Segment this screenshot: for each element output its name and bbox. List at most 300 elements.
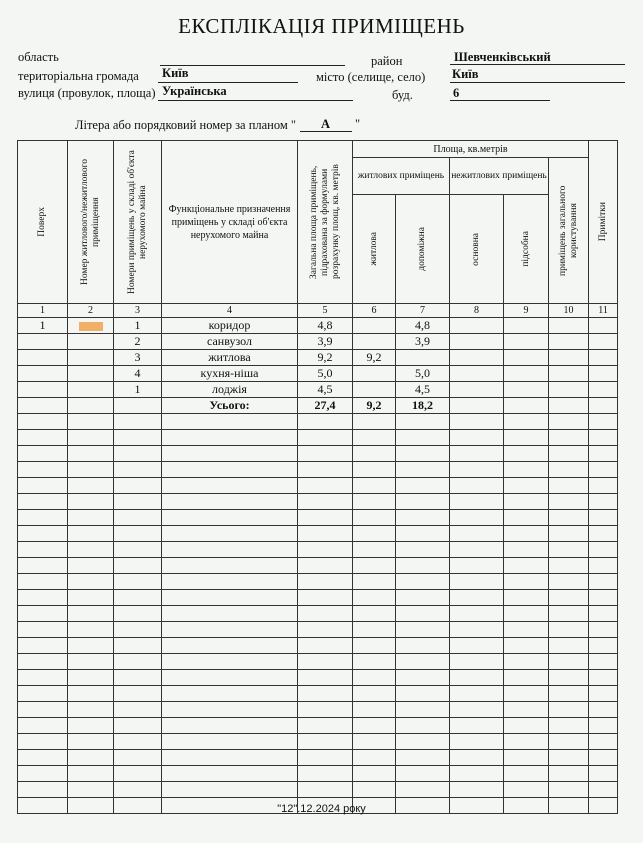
rayon-label: район (371, 54, 403, 68)
cell-empty (18, 622, 68, 638)
header-ploshcha-group: Площа, кв.метрів (353, 141, 589, 158)
cell-empty (68, 574, 114, 590)
cell-empty (450, 686, 504, 702)
cell-empty (589, 510, 618, 526)
cell-empty (589, 702, 618, 718)
cell-empty (114, 558, 162, 574)
cell-empty (589, 766, 618, 782)
cell-empty (68, 398, 114, 414)
empty-row (18, 782, 618, 798)
cell-empty (450, 782, 504, 798)
cell-empty (589, 366, 618, 382)
empty-row (18, 766, 618, 782)
empty-row (18, 574, 618, 590)
cell-empty (549, 526, 589, 542)
cell-empty (298, 558, 353, 574)
cell-empty (504, 414, 549, 430)
cell-nomer (68, 382, 114, 398)
cell-empty (504, 366, 549, 382)
header-prymitky: Примітки (589, 141, 618, 304)
cell-empty (589, 750, 618, 766)
cell-empty (162, 622, 298, 638)
header-nezhytlovykh-group: нежитлових приміщень (450, 158, 549, 195)
cell-empty (589, 414, 618, 430)
cell-empty (68, 446, 114, 462)
cell-empty (450, 414, 504, 430)
header-nomery-prymishchen: Номери приміщень у складі об'єкта нерухомого майна (114, 141, 162, 304)
col-number: 6 (353, 304, 396, 318)
header-pidsobna: підсобна (504, 195, 549, 304)
cell-empty (589, 398, 618, 414)
cell-empty (162, 782, 298, 798)
table-row (18, 382, 618, 398)
cell-name: лоджія (162, 382, 298, 398)
cell-poverkh (18, 350, 68, 366)
cell-empty (589, 526, 618, 542)
cell-empty (450, 638, 504, 654)
cell-empty (68, 654, 114, 670)
oblast-label: область (18, 50, 59, 64)
cell-empty (549, 414, 589, 430)
cell-empty (298, 414, 353, 430)
cell-name: коридор (162, 318, 298, 334)
litera-label: Літера або порядковий номер за планом " (75, 118, 297, 132)
vulytsia-underline (158, 100, 353, 101)
cell-empty (114, 734, 162, 750)
cell-empty (549, 574, 589, 590)
cell-name: кухня-ніша (162, 366, 298, 382)
cell-empty (549, 382, 589, 398)
cell-empty (450, 542, 504, 558)
cell-empty (549, 590, 589, 606)
cell-empty (504, 654, 549, 670)
cell-empty (549, 334, 589, 350)
cell-empty (114, 670, 162, 686)
cell-name: санвузол (162, 334, 298, 350)
cell-empty (450, 622, 504, 638)
empty-row (18, 718, 618, 734)
cell-empty (353, 590, 396, 606)
col-number: 11 (589, 304, 618, 318)
cell-empty (353, 478, 396, 494)
cell-empty (68, 606, 114, 622)
cell-nomer (68, 366, 114, 382)
total-total: 27,4 (298, 398, 353, 414)
cell-empty (549, 510, 589, 526)
cell-empty (114, 398, 162, 414)
cell-empty (504, 542, 549, 558)
cell-empty (396, 750, 450, 766)
empty-row (18, 430, 618, 446)
header-osnovna: основна (450, 195, 504, 304)
col-number: 10 (549, 304, 589, 318)
cell-total: 3,9 (298, 334, 353, 350)
cell-dopom: 4,5 (396, 382, 450, 398)
cell-num: 4 (114, 366, 162, 382)
header-dopomizhna: допоміжна (396, 195, 450, 304)
cell-empty (298, 462, 353, 478)
cell-empty (353, 542, 396, 558)
cell-empty (298, 638, 353, 654)
cell-num: 1 (114, 318, 162, 334)
cell-zhytlova (353, 366, 396, 382)
cell-empty (162, 686, 298, 702)
cell-empty (114, 750, 162, 766)
cell-total: 5,0 (298, 366, 353, 382)
rayon-value: Шевченківський (454, 50, 551, 64)
cell-num: 3 (114, 350, 162, 366)
cell-nomer (68, 334, 114, 350)
cell-empty (549, 462, 589, 478)
cell-empty (18, 574, 68, 590)
footer-date: "12".12.2024 року (277, 803, 366, 815)
cell-empty (504, 430, 549, 446)
empty-row (18, 526, 618, 542)
cell-empty (504, 494, 549, 510)
cell-empty (353, 606, 396, 622)
cell-total: 4,5 (298, 382, 353, 398)
empty-row (18, 510, 618, 526)
cell-empty (450, 558, 504, 574)
cell-empty (589, 606, 618, 622)
cell-empty (298, 510, 353, 526)
cell-empty (504, 670, 549, 686)
cell-empty (114, 446, 162, 462)
cell-zhytlova (353, 382, 396, 398)
empty-row (18, 702, 618, 718)
cell-empty (589, 446, 618, 462)
cell-empty (396, 638, 450, 654)
cell-empty (114, 542, 162, 558)
cell-empty (396, 510, 450, 526)
cell-empty (589, 318, 618, 334)
cell-poverkh (18, 366, 68, 382)
cell-empty (18, 766, 68, 782)
cell-empty (298, 782, 353, 798)
cell-empty (18, 782, 68, 798)
cell-empty (298, 542, 353, 558)
cell-empty (549, 478, 589, 494)
cell-empty (18, 606, 68, 622)
cell-poverkh (18, 334, 68, 350)
cell-empty (396, 478, 450, 494)
cell-empty (504, 398, 549, 414)
cell-empty (18, 670, 68, 686)
total-zhytlova: 9,2 (353, 398, 396, 414)
col-number: 3 (114, 304, 162, 318)
cell-empty (68, 702, 114, 718)
cell-empty (114, 606, 162, 622)
cell-empty (162, 526, 298, 542)
cell-empty (396, 606, 450, 622)
cell-dopom: 3,9 (396, 334, 450, 350)
cell-empty (68, 734, 114, 750)
cell-empty (18, 526, 68, 542)
cell-empty (504, 446, 549, 462)
cell-empty (589, 350, 618, 366)
cell-empty (504, 734, 549, 750)
cell-empty (589, 718, 618, 734)
cell-empty (504, 718, 549, 734)
cell-total: 4,8 (298, 318, 353, 334)
cell-empty (18, 478, 68, 494)
cell-zhytlova: 9,2 (353, 350, 396, 366)
page-title: ЕКСПЛІКАЦІЯ ПРИМІЩЕНЬ (178, 14, 465, 38)
cell-empty (396, 430, 450, 446)
cell-empty (298, 622, 353, 638)
column-number-row (18, 304, 618, 318)
cell-empty (450, 446, 504, 462)
cell-empty (298, 494, 353, 510)
cell-empty (450, 718, 504, 734)
col-number: 9 (504, 304, 549, 318)
cell-empty (353, 670, 396, 686)
cell-empty (114, 414, 162, 430)
cell-empty (504, 318, 549, 334)
cell-empty (298, 686, 353, 702)
cell-empty (549, 430, 589, 446)
cell-empty (396, 526, 450, 542)
cell-empty (353, 638, 396, 654)
cell-empty (589, 654, 618, 670)
cell-empty (68, 478, 114, 494)
cell-nomer (68, 350, 114, 366)
cell-empty (114, 478, 162, 494)
cell-empty (549, 718, 589, 734)
hromada-underline (158, 82, 298, 83)
cell-empty (298, 670, 353, 686)
table-row (18, 366, 618, 382)
header-zhytlovykh-group: житлових приміщень (353, 158, 450, 195)
cell-empty (589, 686, 618, 702)
cell-empty (18, 462, 68, 478)
cell-empty (114, 702, 162, 718)
cell-empty (353, 622, 396, 638)
cell-empty (396, 686, 450, 702)
cell-poverkh: 1 (18, 318, 68, 334)
cell-empty (549, 558, 589, 574)
cell-empty (162, 446, 298, 462)
cell-empty (18, 654, 68, 670)
cell-empty (450, 478, 504, 494)
cell-num: 2 (114, 334, 162, 350)
cell-empty (162, 558, 298, 574)
cell-empty (549, 606, 589, 622)
cell-empty (18, 638, 68, 654)
cell-empty (504, 558, 549, 574)
litera-value: А (321, 117, 331, 131)
cell-empty (549, 670, 589, 686)
cell-empty (504, 334, 549, 350)
cell-empty (504, 750, 549, 766)
header-nomer-prymishchennia: Номер житлового/нежитлового приміщення (68, 141, 114, 304)
cell-empty (18, 702, 68, 718)
cell-empty (504, 574, 549, 590)
cell-empty (549, 446, 589, 462)
cell-empty (450, 494, 504, 510)
header-zahalna-ploshcha: Загальна площа приміщень, підрахована за формулами розрахунку площ, кв. метрів (298, 141, 353, 304)
cell-empty (353, 558, 396, 574)
cell-empty (589, 478, 618, 494)
cell-empty (504, 766, 549, 782)
empty-row (18, 606, 618, 622)
cell-empty (504, 350, 549, 366)
cell-empty (549, 638, 589, 654)
cell-empty (162, 494, 298, 510)
header-poverkh: Поверх (18, 141, 68, 304)
cell-empty (353, 414, 396, 430)
cell-empty (162, 638, 298, 654)
cell-empty (68, 462, 114, 478)
cell-empty (504, 686, 549, 702)
cell-empty (162, 606, 298, 622)
cell-empty (549, 654, 589, 670)
cell-empty (162, 670, 298, 686)
cell-empty (162, 542, 298, 558)
empty-row (18, 478, 618, 494)
cell-empty (298, 718, 353, 734)
cell-empty (68, 526, 114, 542)
cell-empty (114, 526, 162, 542)
table-row (18, 350, 618, 366)
cell-empty (68, 718, 114, 734)
cell-empty (450, 366, 504, 382)
litera-close-quote: " (355, 117, 361, 131)
cell-empty (353, 654, 396, 670)
cell-dopom (396, 350, 450, 366)
cell-empty (114, 622, 162, 638)
cell-empty (18, 718, 68, 734)
cell-empty (298, 478, 353, 494)
cell-empty (504, 622, 549, 638)
cell-zhytlova (353, 334, 396, 350)
cell-empty (450, 334, 504, 350)
cell-name: житлова (162, 350, 298, 366)
cell-empty (114, 686, 162, 702)
cell-empty (450, 398, 504, 414)
cell-empty (450, 702, 504, 718)
cell-empty (68, 542, 114, 558)
cell-empty (450, 590, 504, 606)
cell-empty (68, 670, 114, 686)
cell-empty (504, 606, 549, 622)
cell-empty (298, 430, 353, 446)
cell-empty (18, 558, 68, 574)
cell-empty (68, 558, 114, 574)
rayon-underline (450, 64, 625, 65)
bud-value: 6 (453, 86, 460, 100)
cell-empty (396, 622, 450, 638)
cell-empty (549, 350, 589, 366)
cell-empty (396, 718, 450, 734)
cell-empty (504, 702, 549, 718)
col-number: 7 (396, 304, 450, 318)
hromada-value: Київ (162, 66, 189, 80)
cell-empty (450, 734, 504, 750)
cell-empty (114, 638, 162, 654)
cell-empty (162, 718, 298, 734)
cell-empty (589, 622, 618, 638)
cell-empty (396, 462, 450, 478)
cell-empty (589, 542, 618, 558)
cell-empty (504, 526, 549, 542)
cell-dopom: 4,8 (396, 318, 450, 334)
empty-row (18, 638, 618, 654)
cell-empty (450, 670, 504, 686)
cell-empty (549, 702, 589, 718)
cell-empty (162, 590, 298, 606)
cell-empty (450, 510, 504, 526)
cell-empty (298, 766, 353, 782)
cell-empty (396, 574, 450, 590)
cell-empty (504, 782, 549, 798)
cell-empty (18, 398, 68, 414)
cell-empty (450, 430, 504, 446)
cell-empty (589, 382, 618, 398)
empty-row (18, 414, 618, 430)
cell-empty (396, 782, 450, 798)
misto-underline (450, 82, 625, 83)
cell-empty (589, 494, 618, 510)
cell-empty (114, 462, 162, 478)
cell-empty (549, 622, 589, 638)
hromada-label: територіальна громада (18, 69, 139, 83)
cell-dopom: 5,0 (396, 366, 450, 382)
cell-empty (353, 462, 396, 478)
cell-empty (68, 638, 114, 654)
total-row (18, 398, 618, 414)
cell-empty (396, 542, 450, 558)
cell-empty (114, 718, 162, 734)
empty-row (18, 654, 618, 670)
cell-empty (396, 558, 450, 574)
cell-empty (353, 750, 396, 766)
empty-row (18, 542, 618, 558)
cell-empty (396, 702, 450, 718)
cell-empty (549, 494, 589, 510)
cell-empty (396, 734, 450, 750)
cell-empty (353, 718, 396, 734)
cell-empty (162, 414, 298, 430)
cell-empty (68, 750, 114, 766)
cell-empty (353, 782, 396, 798)
cell-empty (353, 734, 396, 750)
redaction-mark (79, 322, 103, 331)
cell-empty (396, 590, 450, 606)
header-zhytlova: житлова (353, 195, 396, 304)
cell-empty (589, 734, 618, 750)
cell-empty (549, 366, 589, 382)
cell-empty (298, 574, 353, 590)
cell-empty (353, 686, 396, 702)
cell-empty (450, 750, 504, 766)
col-number: 1 (18, 304, 68, 318)
cell-empty (589, 334, 618, 350)
header-zahalnoho-korystuvannia: приміщень загального користування (549, 158, 589, 304)
cell-empty (162, 654, 298, 670)
cell-empty (504, 590, 549, 606)
cell-empty (18, 542, 68, 558)
total-dopom: 18,2 (396, 398, 450, 414)
cell-empty (162, 478, 298, 494)
cell-empty (162, 574, 298, 590)
cell-empty (549, 782, 589, 798)
cell-empty (504, 462, 549, 478)
cell-empty (298, 654, 353, 670)
empty-row (18, 494, 618, 510)
cell-empty (589, 462, 618, 478)
empty-row (18, 462, 618, 478)
